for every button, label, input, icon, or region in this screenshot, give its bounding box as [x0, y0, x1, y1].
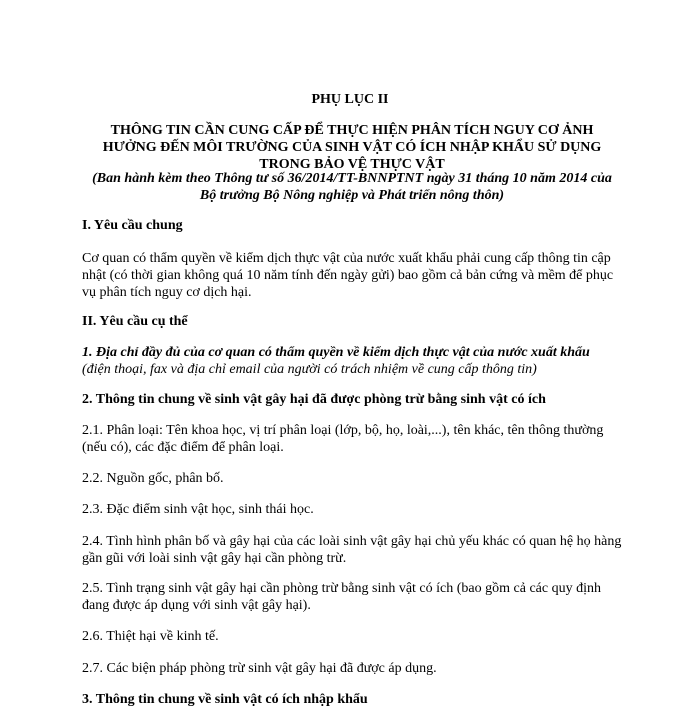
list-item: 2.4. Tình hình phân bố và gây hại của các loài sinh vật gây hại chủ yếu khác có quan hệ họ hàng gần gũi với loài sinh vật gây hại cần phòng trừ.: [82, 534, 622, 566]
list-item: 2.1. Phân loại: Tên khoa học, vị trí phân loại (lớp, bộ, họ, loài,...), tên khác, tên thông thường (nếu có), các đặc điểm để phân loại.: [82, 423, 604, 455]
item2-heading: 2. Thông tin chung về sinh vật gây hại đã được phòng trừ bằng sinh vật có ích: [82, 392, 546, 407]
issued-note: (Ban hành kèm theo Thông tư số 36/2014/TT-BNNPTNT ngày 31 tháng 10 năm 2014 của Bộ trưởng Bộ Nông nghiệp và Phát triển nông thôn): [92, 171, 612, 203]
list-item: 2.7. Các biện pháp phòng trừ sinh vật gây hại đã được áp dụng.: [82, 661, 437, 676]
list-item: 2.3. Đặc điểm sinh vật học, sinh thái học.: [82, 502, 314, 517]
section1-body: Cơ quan có thẩm quyền về kiểm dịch thực vật của nước xuất khẩu phải cung cấp thông tin cập nhật (có thời gian không quá 10 năm tính đến ngày gửi) bao gồm cả bản cứng và mềm để phục vụ phân tích nguy cơ dịch hại.: [82, 251, 614, 300]
document-subtitle: THÔNG TIN CẦN CUNG CẤP ĐỂ THỰC HIỆN PHÂN TÍCH NGUY CƠ ẢNH HƯỞNG ĐẾN MÔI TRƯỜNG CỦA SINH VẬT CÓ ÍCH NHẬP KHẨU SỬ DỤNG TRONG BẢO VỆ THỰC VẬT: [102, 123, 602, 172]
list-item: 2.6. Thiệt hại về kinh tế.: [82, 629, 219, 644]
section2-heading: II. Yêu cầu cụ thể: [82, 314, 188, 329]
item3-heading: 3. Thông tin chung về sinh vật có ích nhập khẩu: [82, 692, 368, 707]
item1-italic-text: (điện thoại, fax và địa chỉ email của người có trách nhiệm về cung cấp thông tin): [82, 362, 537, 377]
appendix-title: PHỤ LỤC II: [311, 92, 389, 107]
list-item: 2.2. Nguồn gốc, phân bố.: [82, 471, 224, 486]
list-item: 2.5. Tình trạng sinh vật gây hại cần phòng trừ bằng sinh vật có ích (bao gồm cả các quy định đang được áp dụng với sinh vật gây hại).: [82, 581, 601, 613]
item1-bold-text: 1. Địa chỉ đầy đủ của cơ quan có thẩm quyền về kiểm dịch thực vật của nước xuất khẩu: [82, 345, 590, 360]
section1-heading: I. Yêu cầu chung: [82, 218, 183, 233]
item1-paragraph: [82, 344, 622, 378]
